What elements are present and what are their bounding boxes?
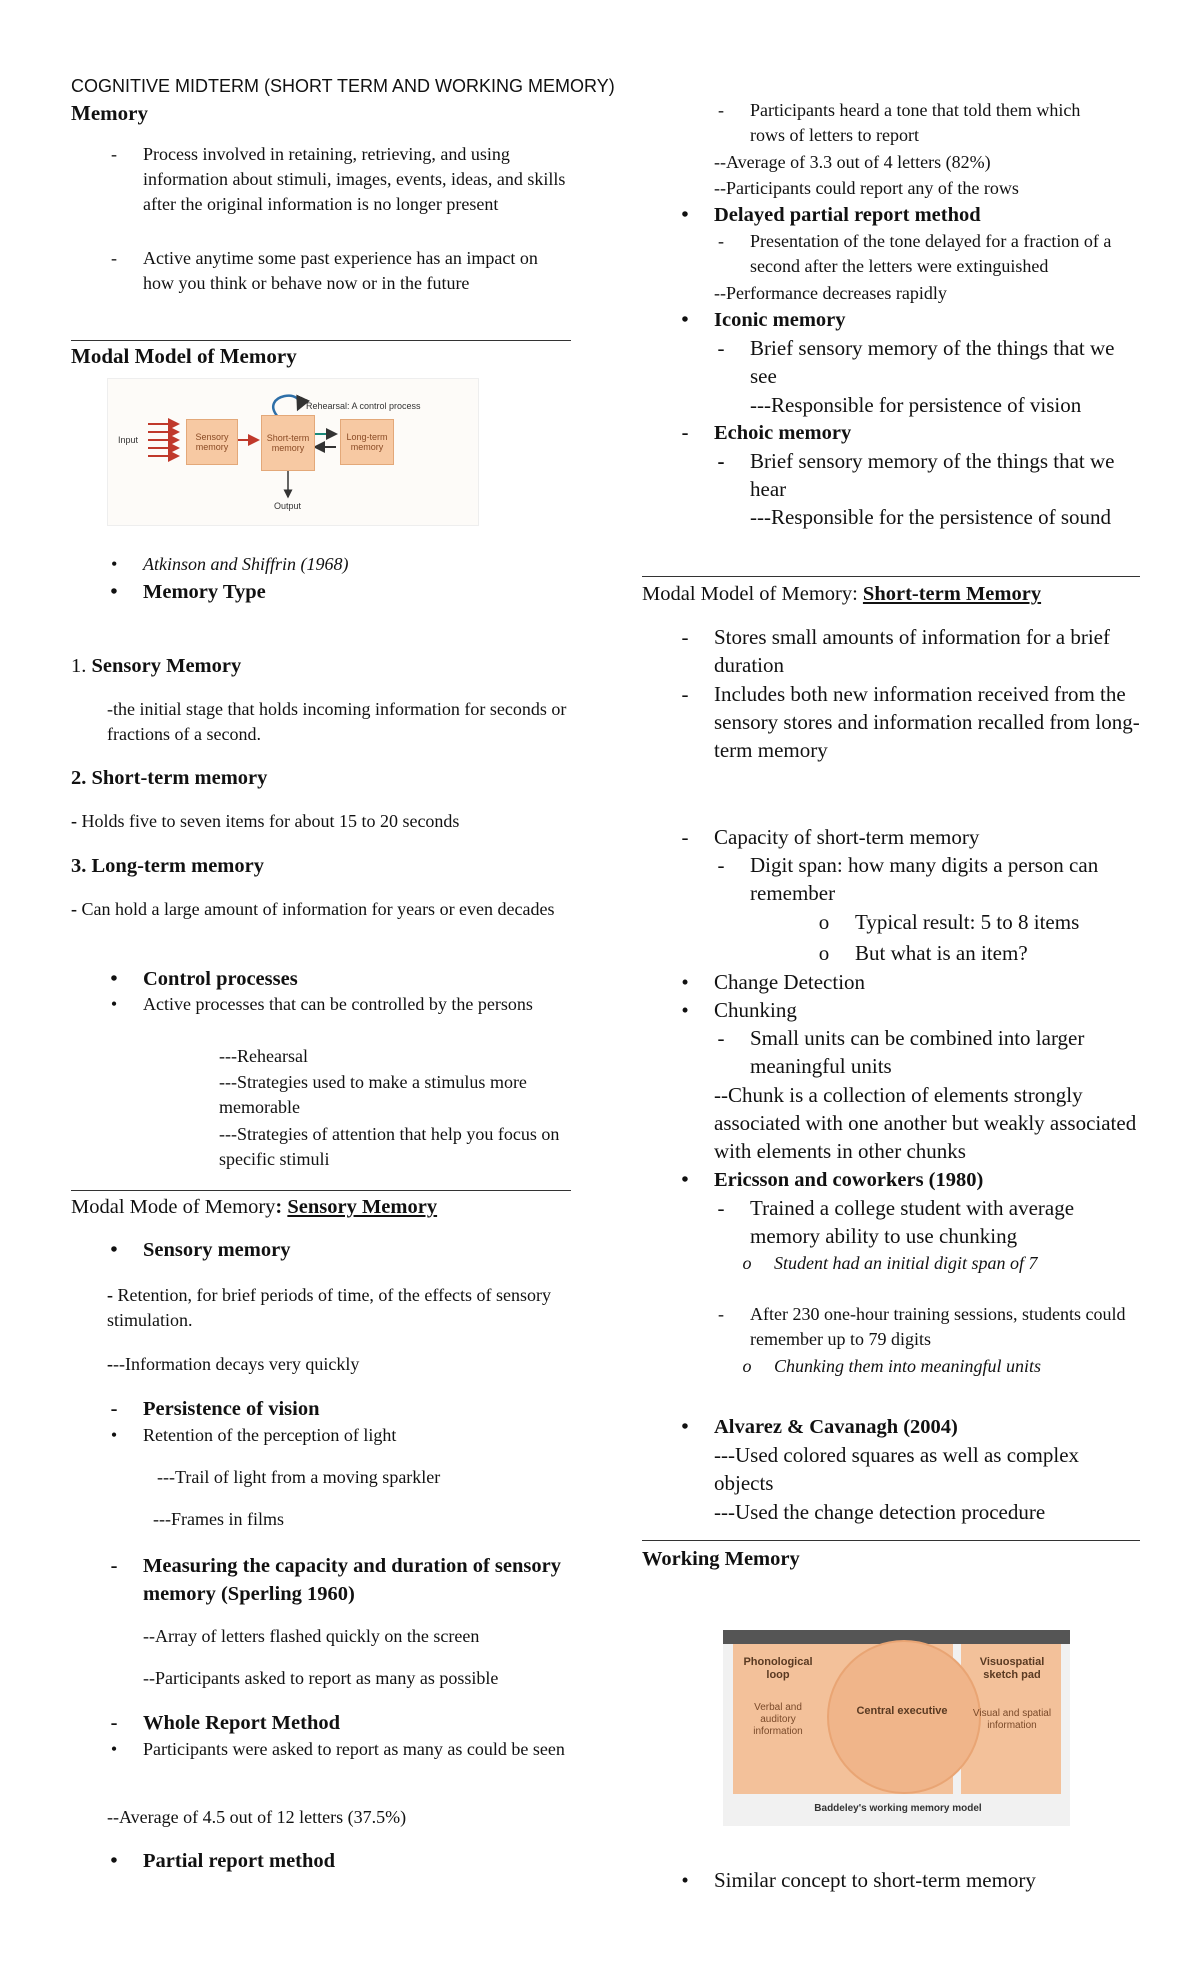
stm-def: - Holds five to seven items for about 15 to 20 seconds [71,811,460,831]
list-item: • Ericsson and coworkers (1980) [681,1169,984,1191]
section-heading: Working Memory [642,1548,800,1570]
diagram-caption: Baddeley's working memory model [814,1803,982,1814]
sensory-memory-title: 1. Sensory Memory [71,655,242,677]
section-heading: Modal Model of Memory [71,344,297,368]
working-memory-diagram: Phonological loop Verbal and auditory information Central executive Visuospatial sketch pad Visual and spatial information Baddeley's working memory model [723,1630,1070,1826]
list-item: - Small units can be combined into larger meaningful units [717,1026,1085,1078]
list-item: - Brief sensory memory of the things that we hear [717,449,1115,501]
list-item: - Participants heard a tone that told them which rows of letters to report [718,100,1081,145]
list-item: - Echoic memory [681,422,852,444]
list-item: - After 230 one-hour training sessions, students could remember up to 79 digits [718,1304,1126,1349]
modal-model-diagram: Input Sensory memory Short-term memory Long-term memory Rehearsal: A control process Output [107,378,479,526]
list-item: - Digit span: how many digits a person can remember [717,853,1099,905]
list-item: • Participants were asked to report as many as could be seen [110,1739,565,1759]
rehearsal-label: Rehearsal: A control process [306,401,421,411]
list-item: - Trained a college student with average memory ability to use chunking [717,1196,1075,1248]
list-item: - Stores small amounts of information for a brief duration [681,625,1110,677]
list-item: • Chunking [681,998,797,1022]
sensory-memory-box: Sensory memory [186,419,238,465]
list-item: • Change Detection [681,970,866,994]
list-item: • Sensory memory [110,1239,291,1261]
list-item: • Alvarez & Cavanagh (2004) [681,1416,958,1438]
list-item: • Partial report method [110,1850,336,1872]
ltm-title: 3. Long-term memory [71,855,264,877]
memory-heading: Memory [71,101,148,125]
divider [71,340,571,341]
ltm-def: - Can hold a large amount of information for years or even decades [71,899,555,919]
list-item: o Chunking them into meaningful units [742,1356,1041,1376]
divider [642,576,1140,577]
list-item: • Retention of the perception of light [110,1425,397,1445]
page-title: COGNITIVE MIDTERM (SHORT TERM AND WORKING MEMORY) [71,76,615,96]
stm-title: 2. Short-term memory [71,767,268,789]
list-item: • Active processes that can be controlled by the persons [110,994,533,1014]
output-label: Output [274,501,302,511]
list-item: - Whole Report Method [110,1712,341,1734]
list-item: o But what is an item? [818,941,1028,965]
list-item: • Atkinson and Shiffrin (1968) [110,554,349,574]
list-item: - Includes both new information received from the sensory stores and information recalled from long-term memory [681,682,1140,762]
sensory-def: -the initial stage that holds incoming information for seconds or fractions of a second. [107,699,567,744]
rehearsal-loop-icon [273,396,299,417]
list-item: - Active anytime some past experience has an impact on how you think or behave now or in the future [111,248,538,293]
divider [642,1540,1140,1541]
list-item: - Persistence of vision [110,1398,320,1420]
section-heading: Modal Model of Memory: Short-term Memory [642,583,1042,605]
list-item: - Process involved in retaining, retrieving, and using information about stimuli, images, events, ideas, and skills after the original information is no longer present [111,144,566,214]
input-arrows [148,424,178,456]
list-item: • Delayed partial report method [681,204,981,226]
list-item: - Brief sensory memory of the things that we see [717,336,1115,388]
list-item: - Measuring the capacity and duration of sensory memory (Sperling 1960) [110,1555,561,1605]
list-item: • Control processes [110,968,298,990]
list-item: • Iconic memory [681,309,846,331]
list-item: - Presentation of the tone delayed for a fraction of a second after the letters were extinguished [718,231,1112,276]
divider [71,1190,571,1191]
section-heading: Modal Mode of Memory: Sensory Memory [71,1196,438,1218]
long-term-memory-box: Long-term memory [340,419,394,465]
list-item: o Student had an initial digit span of 7 [742,1253,1038,1273]
retention: - Retention, for brief periods of time, of the effects of sensory stimulation. [107,1285,552,1330]
list-item: o Typical result: 5 to 8 items [818,910,1080,934]
short-term-memory-box: Short-term memory [261,415,315,471]
list-item: • Memory Type [110,581,266,603]
list-item: • Similar concept to short-term memory [681,1868,1036,1892]
list-item: - Capacity of short-term memory [681,825,980,849]
decays: ---Information decays very quickly [107,1354,360,1374]
